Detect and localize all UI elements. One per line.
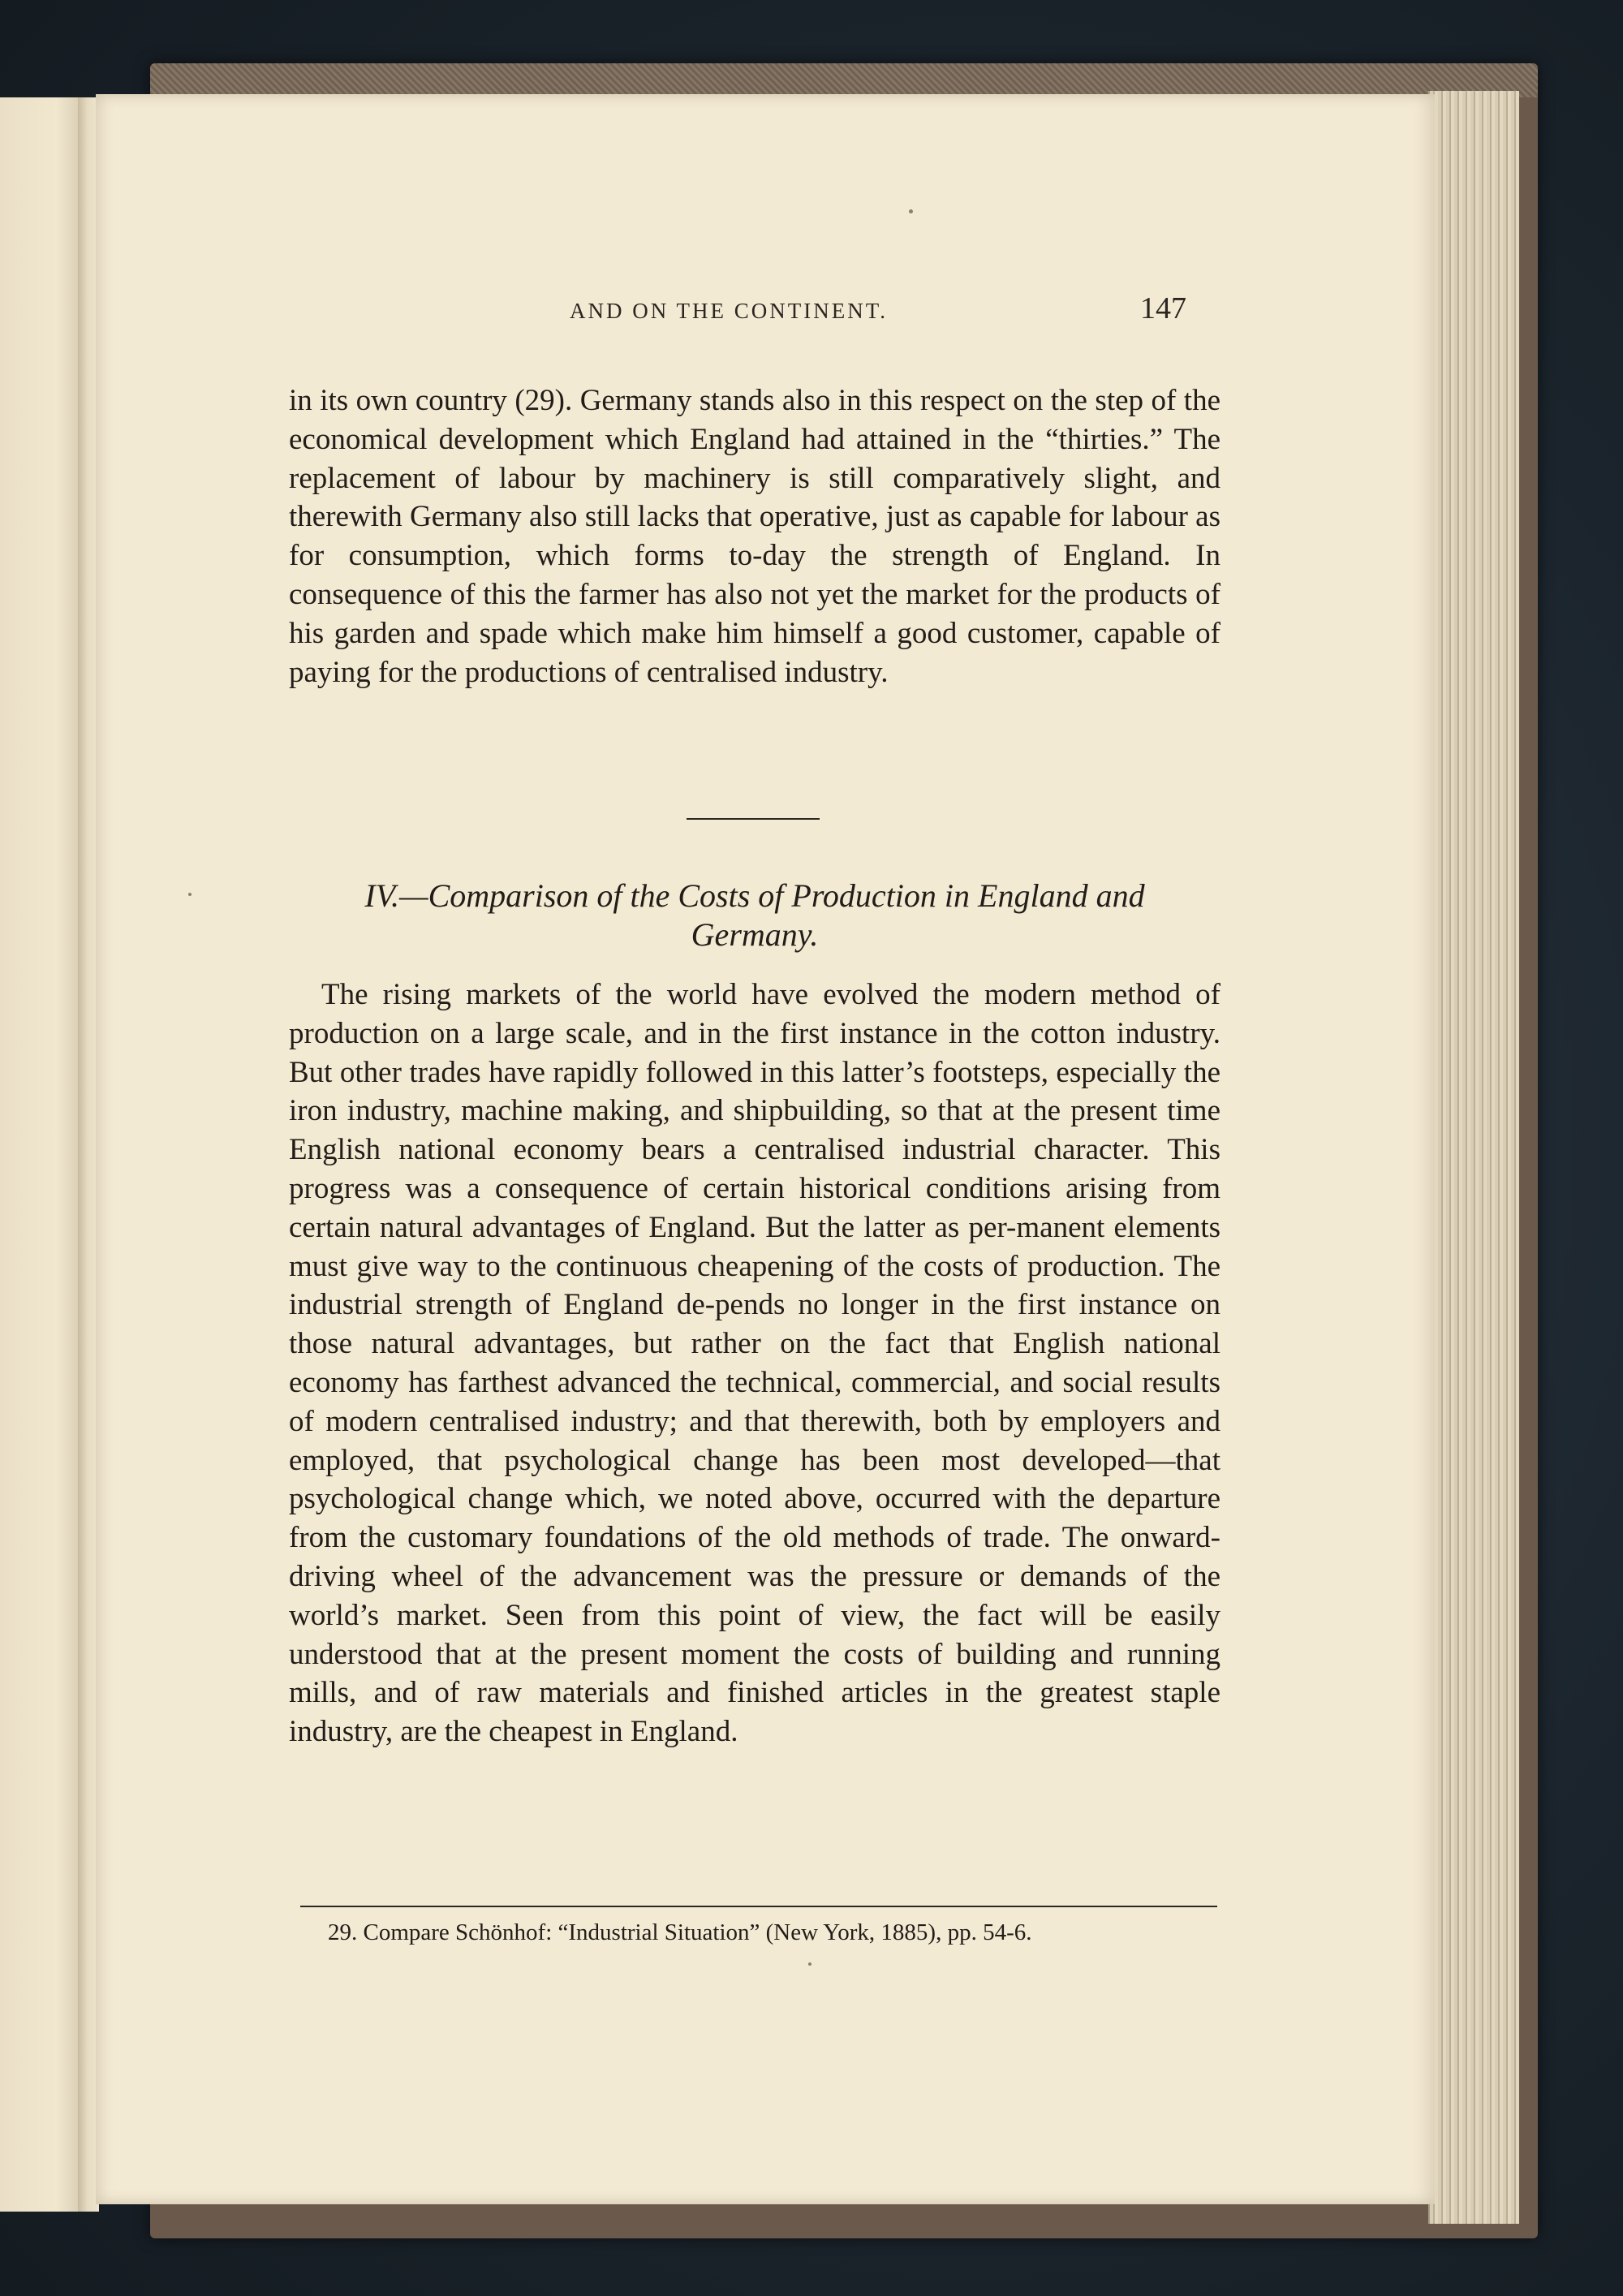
running-header bbox=[570, 291, 1186, 331]
paper-speck bbox=[188, 893, 192, 896]
book-cover-top-edge bbox=[150, 63, 1538, 97]
section-heading-line-1: IV.—Comparison of the Costs of Production in England and bbox=[364, 877, 1145, 914]
body-paragraph-1: in its own country (29). Germany stands also in this respect on the step of the economical development which England had attained in the “thirties.” The replacement of labour by machinery is still comparatively slight, and therewith Germany also still lacks that operative, just as capable for labour as for consumption, which forms to-day the strength of England. In consequence of this the farmer has also not yet the market for the products of his garden and spade which make him himself a good customer, capable of paying for the productions of centralised industry. bbox=[289, 384, 1220, 689]
footnote: 29. Compare Schönhof: “Industrial Situation” (New York, 1885), pp. 54-6. bbox=[328, 1919, 1032, 1945]
running-title: AND ON THE CONTINENT. bbox=[570, 299, 888, 323]
page-edges-stack bbox=[1428, 91, 1519, 2224]
footnote-divider bbox=[300, 1906, 1217, 1907]
section-heading-line-2: Germany. bbox=[691, 916, 819, 953]
facing-page-edge bbox=[0, 97, 83, 2212]
paper-speck bbox=[909, 209, 913, 213]
section-divider bbox=[687, 818, 820, 820]
page-number: 147 bbox=[1140, 291, 1186, 325]
body-paragraph-2: The rising markets of the world have evolved the modern method of production on a large scale, and in the first instance in the cotton industry. But other trades have rapidly followed in this latter’s footsteps, especially the iron industry, machine making, and shipbuilding, so that at the present time English national economy bears a centralised industrial character. This progress was a consequence of certain historical conditions arising from certain natural advantages of England. But the latter as per-manent elements must give way to the continuous cheapening of the costs of production. The industrial strength of England de-pends no longer in the first instance on those natural advantages, but rather on the fact that English national economy has farthest advanced the technical, commercial, and social results of modern centralised industry; and that therewith, both by employers and employed, that psychological change has been most developed—that psychological change which, we noted above, occurred with the departure from the customary foundations of the old methods of trade. The onward-driving wheel of the advancement was the pressure or demands of the world’s market. Seen from this point of view, the fact will be easily understood that at the present moment the costs of building and running mills, and of raw materials and finished articles in the greatest staple industry, are the cheapest in England. bbox=[289, 978, 1220, 1749]
paper-speck bbox=[808, 1962, 812, 1966]
section-heading bbox=[289, 877, 1220, 954]
